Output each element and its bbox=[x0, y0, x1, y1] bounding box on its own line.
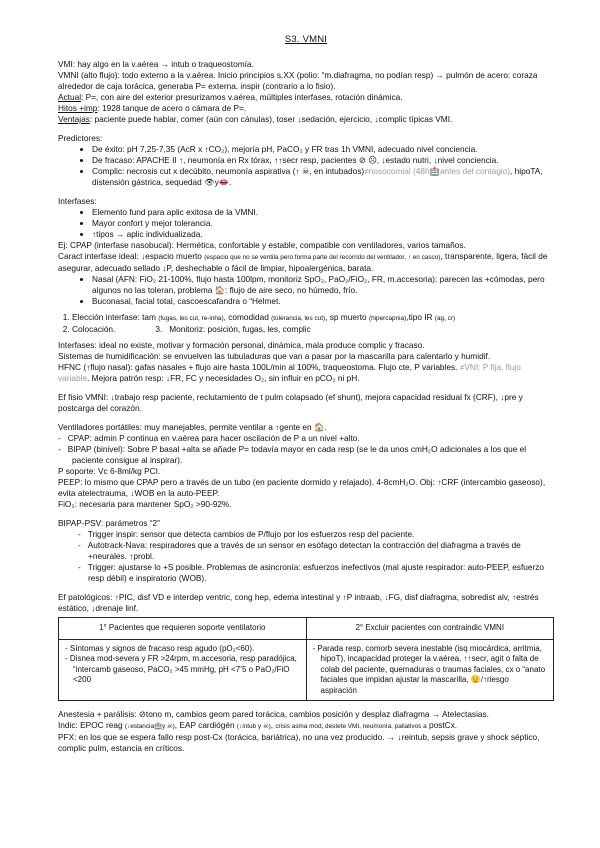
page-title: S3. VMNI bbox=[284, 34, 328, 45]
eleccion-colocacion: 2. Colocación. bbox=[72, 324, 116, 334]
hitos-label: Hitos +imp bbox=[58, 103, 98, 113]
intro-vmi: VMI: hay algo en la v.aérea → intub o traqueostomía. bbox=[58, 59, 254, 69]
interfase-example: Ej: CPAP (interfase nasobucal): Hermética, confortable y estable, compatible con ventiladores, varios tamaños. bbox=[58, 240, 466, 250]
dash-text: Trigger: ajustarse lo +S posible. Problemas de asincronía: esfuerzos inefectivos (mal ajuste respirador: auto-PEEP, esfuerzo resp débil) e inspiratorio (WOB). bbox=[87, 562, 545, 583]
eleccion-row bbox=[72, 324, 554, 335]
ventajas-text: : paciente puede hablar, comer (aún con cánulas), toser ↓sedación, ejercicio, ↓complic típicas VMI. bbox=[89, 114, 453, 124]
table-row bbox=[59, 618, 554, 640]
eleccion-text: ,tipo IR bbox=[406, 312, 433, 322]
list-item: • De fracaso: APACHE II ↑, neumonía en Rx tórax, ↑↑secr resp, pacientes ⊘ ☹, ↓estado nutri, ↓nivel conciencia. bbox=[92, 155, 554, 166]
efisio-line: Ef fisio VMNI: ↓trabajo resp paciente, reclutamiento de t pulm colapsado (ef shunt), mejora capacidad residual fx (CRF), ↓pre y postcarga del corazón. bbox=[58, 392, 523, 413]
fio2-line: FiO₂: necesaria para mantener SpO₂ >90-92%. bbox=[58, 499, 232, 509]
psoporte-line: P soporte: Vc 6-8ml/kg PCI. bbox=[58, 466, 161, 476]
caract-text: Caract interfase ideal: ↓espacio muerto bbox=[58, 251, 202, 261]
peep-line: PEEP: lo mismo que CPAP pero a través de un tubo (en paciente dormido y relajado). 4-8cmH₂O. Obj: ↑CRF (intercambio gaseoso), evita atelectrauma, ↓WOB en la auto-PEEP. bbox=[58, 477, 546, 498]
indic-note: (↓intub y ☠) bbox=[236, 723, 271, 730]
cell-line: - Parada resp, comorb severa inestable (isq miocárdica, arritmia, hipoT), incapacidad proteger la v.aérea, ↑↑secr, agit o falta de colab del paciente, quemaduras o traumas faciales, cx o “anato faciales que impidan ajustar la mascarilla, 😟/↑riesgo aspiración bbox=[312, 643, 546, 695]
table-cell-2 bbox=[306, 639, 554, 701]
complic-text: Complic: necrosis cut x decúbito, neumonía aspirativa (↑ ☠, en intubados) bbox=[92, 166, 365, 176]
ventajas-label: Ventajas bbox=[58, 114, 90, 124]
cell-line: - Disnea mod-severa y FR >24rpm, m.accesoria, resp paradójica, “intercamb gaseoso, PaCO₂ >45 mmHg, pH <7’5 o PaO₂/FiO <200 bbox=[65, 654, 297, 684]
cell-line: - Síntomas y signos de fracaso resp agudo (pO₂<60). bbox=[65, 643, 255, 653]
dash-text: Autotrack-Nava: respiradores que a través de un sensor en esófago detectan la contracción del diafragma a través de +neurales. ↑probl. bbox=[87, 540, 521, 561]
indic-note: crisis asma mod, destete VMI, neumonía, paliativos a bbox=[275, 723, 427, 730]
eleccion-text: Elección interfase: tam bbox=[72, 312, 156, 322]
interfases-ideal-line: Interfases: ideal no existe, motivar y formación personal, dinámica, mala produce complic y fracaso. bbox=[58, 340, 425, 350]
list-item: • Mayor confort y mejor tolerancia. bbox=[92, 218, 554, 229]
indic-text: , EAP cardiógén bbox=[174, 720, 235, 730]
trigger-ajuste-line: - Trigger: ajustarse lo +S posible. Problemas de asincronía: esfuerzos inefectivos (mal ajuste respirador: auto-PEEP, esfuerzo resp débil) e inspiratorio (WOB). bbox=[78, 562, 545, 583]
bipap-heading: BIPAP-PSV: parámetros “2” bbox=[58, 518, 160, 528]
hfnc-text: HFNC (↑flujo nasal): gafas nasales + flujo aire hasta 100L/min al 100%, traqueostoma. Flujo cte, P variables. bbox=[58, 362, 458, 372]
interfases-list bbox=[58, 207, 554, 240]
eleccion-note: (ag, cr) bbox=[434, 315, 456, 322]
ventiladores-heading: Ventiladores portátiles: muy manejables, permite ventilar a ↑gente en 🏠. bbox=[58, 422, 327, 432]
table-header-2: 2° Excluir pacientes con contraindic VMNI bbox=[306, 618, 554, 640]
eleccion-text: , comodidad bbox=[223, 312, 269, 322]
eleccion-text: Monitoriz: posición, fugas, les, complic bbox=[169, 324, 311, 334]
actual-label: Actual bbox=[58, 92, 82, 102]
indic-text: , bbox=[270, 720, 274, 730]
predictores-list bbox=[58, 144, 554, 188]
table-row bbox=[59, 639, 554, 701]
hfnc-line bbox=[58, 362, 554, 384]
list-item: • Nasal (AFN: FiO₂ 21-100%, flujo hasta 100lpm, monitoriz SpO₂, PaO₂/FiO₂, FR, m.accesoria): parecen las +cómodas, pero algunos no las toleran, problema 🏠: flujo de aire seco, no húmedo, frío. bbox=[92, 274, 554, 296]
eleccion-note: (fugas, les cut, re-inha) bbox=[158, 315, 224, 322]
eleccion-note: (hipercapnia) bbox=[368, 315, 407, 322]
dash-text: BIPAP (binivel): Sobre P basal +alta se añade P= todavía mayor en cada resp (se le da unos cmH₂O adicionales a los que el paciente consigue al inspirar). bbox=[67, 444, 527, 465]
interfase-ideal bbox=[58, 251, 554, 274]
indic-note: (↓estancia🏥y ☠) bbox=[124, 723, 175, 730]
intro-vmni: VMNI (alto flujo): todo externo a la v.aérea. Inicio principios s.XX (polio: “m.diafragma, no podían resp) → pulmón de acero: coraza alrededor de caja torácica, generaba P= externa, inspir (contrario a lo fisio). bbox=[58, 70, 538, 91]
hitos-line bbox=[58, 103, 554, 114]
list-item: • Elemento fund para aplic exitosa de la VMNI. bbox=[92, 207, 554, 218]
caract-small-note: (espacio que no se ventila pero forma parte del recorrido del ventilador, ↑ en casco) bbox=[204, 254, 441, 261]
efpat-line: Ef patológicos: ↑PIC, disf VD e interdep ventric, cong hep, edema intestinal y ↑P intraab, ↓FG, disf diafragma, sobredist alv, ↑estrés estático, ↓drenaje linf. bbox=[58, 592, 539, 613]
table-cell-1 bbox=[59, 639, 307, 701]
list-item: • ↑tipos → aplic individualizada. bbox=[92, 229, 554, 240]
list-item: • De éxito: pH 7,25-7,35 (AcR x ↑CO₂), mejoría pH, PaCO₂ y FR tras 1h VMNI, adecuado nivel conciencia. bbox=[92, 144, 554, 155]
predictores-heading: Predictores: bbox=[58, 133, 103, 143]
cpap-line: - CPAP: admin P continua en v.aérea para hacer oscilación de P a un nivel +alto. bbox=[58, 433, 360, 443]
list-item bbox=[72, 324, 554, 335]
actual-text: : P=, con aire del exterior presurizamos v.aérea, múltiples interfases, rotación dinámica. bbox=[81, 92, 403, 102]
ventajas-line bbox=[58, 114, 554, 125]
autotrack-line: - Autotrack-Nava: respiradores que a través de un sensor en esófago detectan la contracción del diafragma a través de +neurales. ↑probl. bbox=[78, 540, 521, 561]
hitos-text: : 1928 tanque de acero o cámara de P=. bbox=[97, 103, 247, 113]
dash-text: CPAP: admin P continua en v.aérea para hacer oscilación de P a un nivel +alto. bbox=[67, 433, 360, 443]
indic-text: postCx. bbox=[428, 720, 458, 730]
dash-text: Trigger inspir: sensor que detecta cambios de P/flujo por los esfuerzos resp del paciente. bbox=[87, 529, 415, 539]
indic-line bbox=[58, 720, 554, 732]
elecciones-list bbox=[58, 312, 554, 335]
list-item: • Buconasal, facial total, cascoescafandra o “Helmet. bbox=[92, 296, 554, 307]
trigger-inspir-line: - Trigger inspir: sensor que detecta cambios de P/flujo por los esfuerzos resp del paciente. bbox=[78, 529, 415, 539]
hfnc-tail: . Mejora patrón resp: ↓FR, FC y necesidades O₂, sin influir en pCO₂ ni pH. bbox=[87, 373, 360, 383]
eleccion-monitoriz: 3. Monitoriz: posición, fugas, les, complic bbox=[155, 324, 311, 334]
bipap-line: - BIPAP (binivel): Sobre P basal +alta se añade P= todavía mayor en cada resp (se le da unos cmH₂O adicionales a los que el paciente consigue al inspirar). bbox=[58, 444, 527, 465]
complic-grey-note: ≠nosocomial (48h🏥antes del contagio) bbox=[364, 166, 511, 176]
humidificacion-line: Sistemas de humidificación: se envuelven las tubuladuras que van a pasar por la mascarilla para calentarlo y humidif. bbox=[58, 351, 491, 361]
list-item bbox=[92, 166, 554, 188]
pfx-line: PFX: en los que se espera fallo resp post-Cx (torácica, bariátrica), no una vez producido. → ↓reintub, sepsis grave y shock séptico, complic pulm, estancia en críticos. bbox=[58, 732, 540, 753]
hfnc-grey-note: ≠VNI: P fija, flujo variable bbox=[58, 362, 521, 383]
anestesia-line: Anestesia + parálisis: ⊘tono m, cambios geom pared torácica, cambios posición y desplaz diafragma → Atelectasias. bbox=[58, 709, 489, 719]
indic-text: Indic: EPOC reag bbox=[58, 720, 123, 730]
interfase-types-list bbox=[58, 274, 554, 307]
eleccion-note: (tolerancia, les cut) bbox=[271, 315, 326, 322]
list-item bbox=[72, 312, 554, 324]
caract-tail: , transparente, ligera, fácil de asegurar, adecuado sellado ↓P, deshechable o fácil de limpiar, hipoalergénica, barata. bbox=[58, 251, 548, 273]
criteria-table bbox=[58, 617, 554, 701]
table-header-1: 1° Pacientes que requieren soporte ventilatorio bbox=[59, 618, 307, 640]
complic-tail: , hipoTA, distensión gástrica, sequedad 👁y👄. bbox=[92, 166, 543, 187]
eleccion-text: , sp muerto bbox=[325, 312, 367, 322]
interfases-heading: Interfases: bbox=[58, 196, 97, 206]
actual-line bbox=[58, 92, 554, 103]
